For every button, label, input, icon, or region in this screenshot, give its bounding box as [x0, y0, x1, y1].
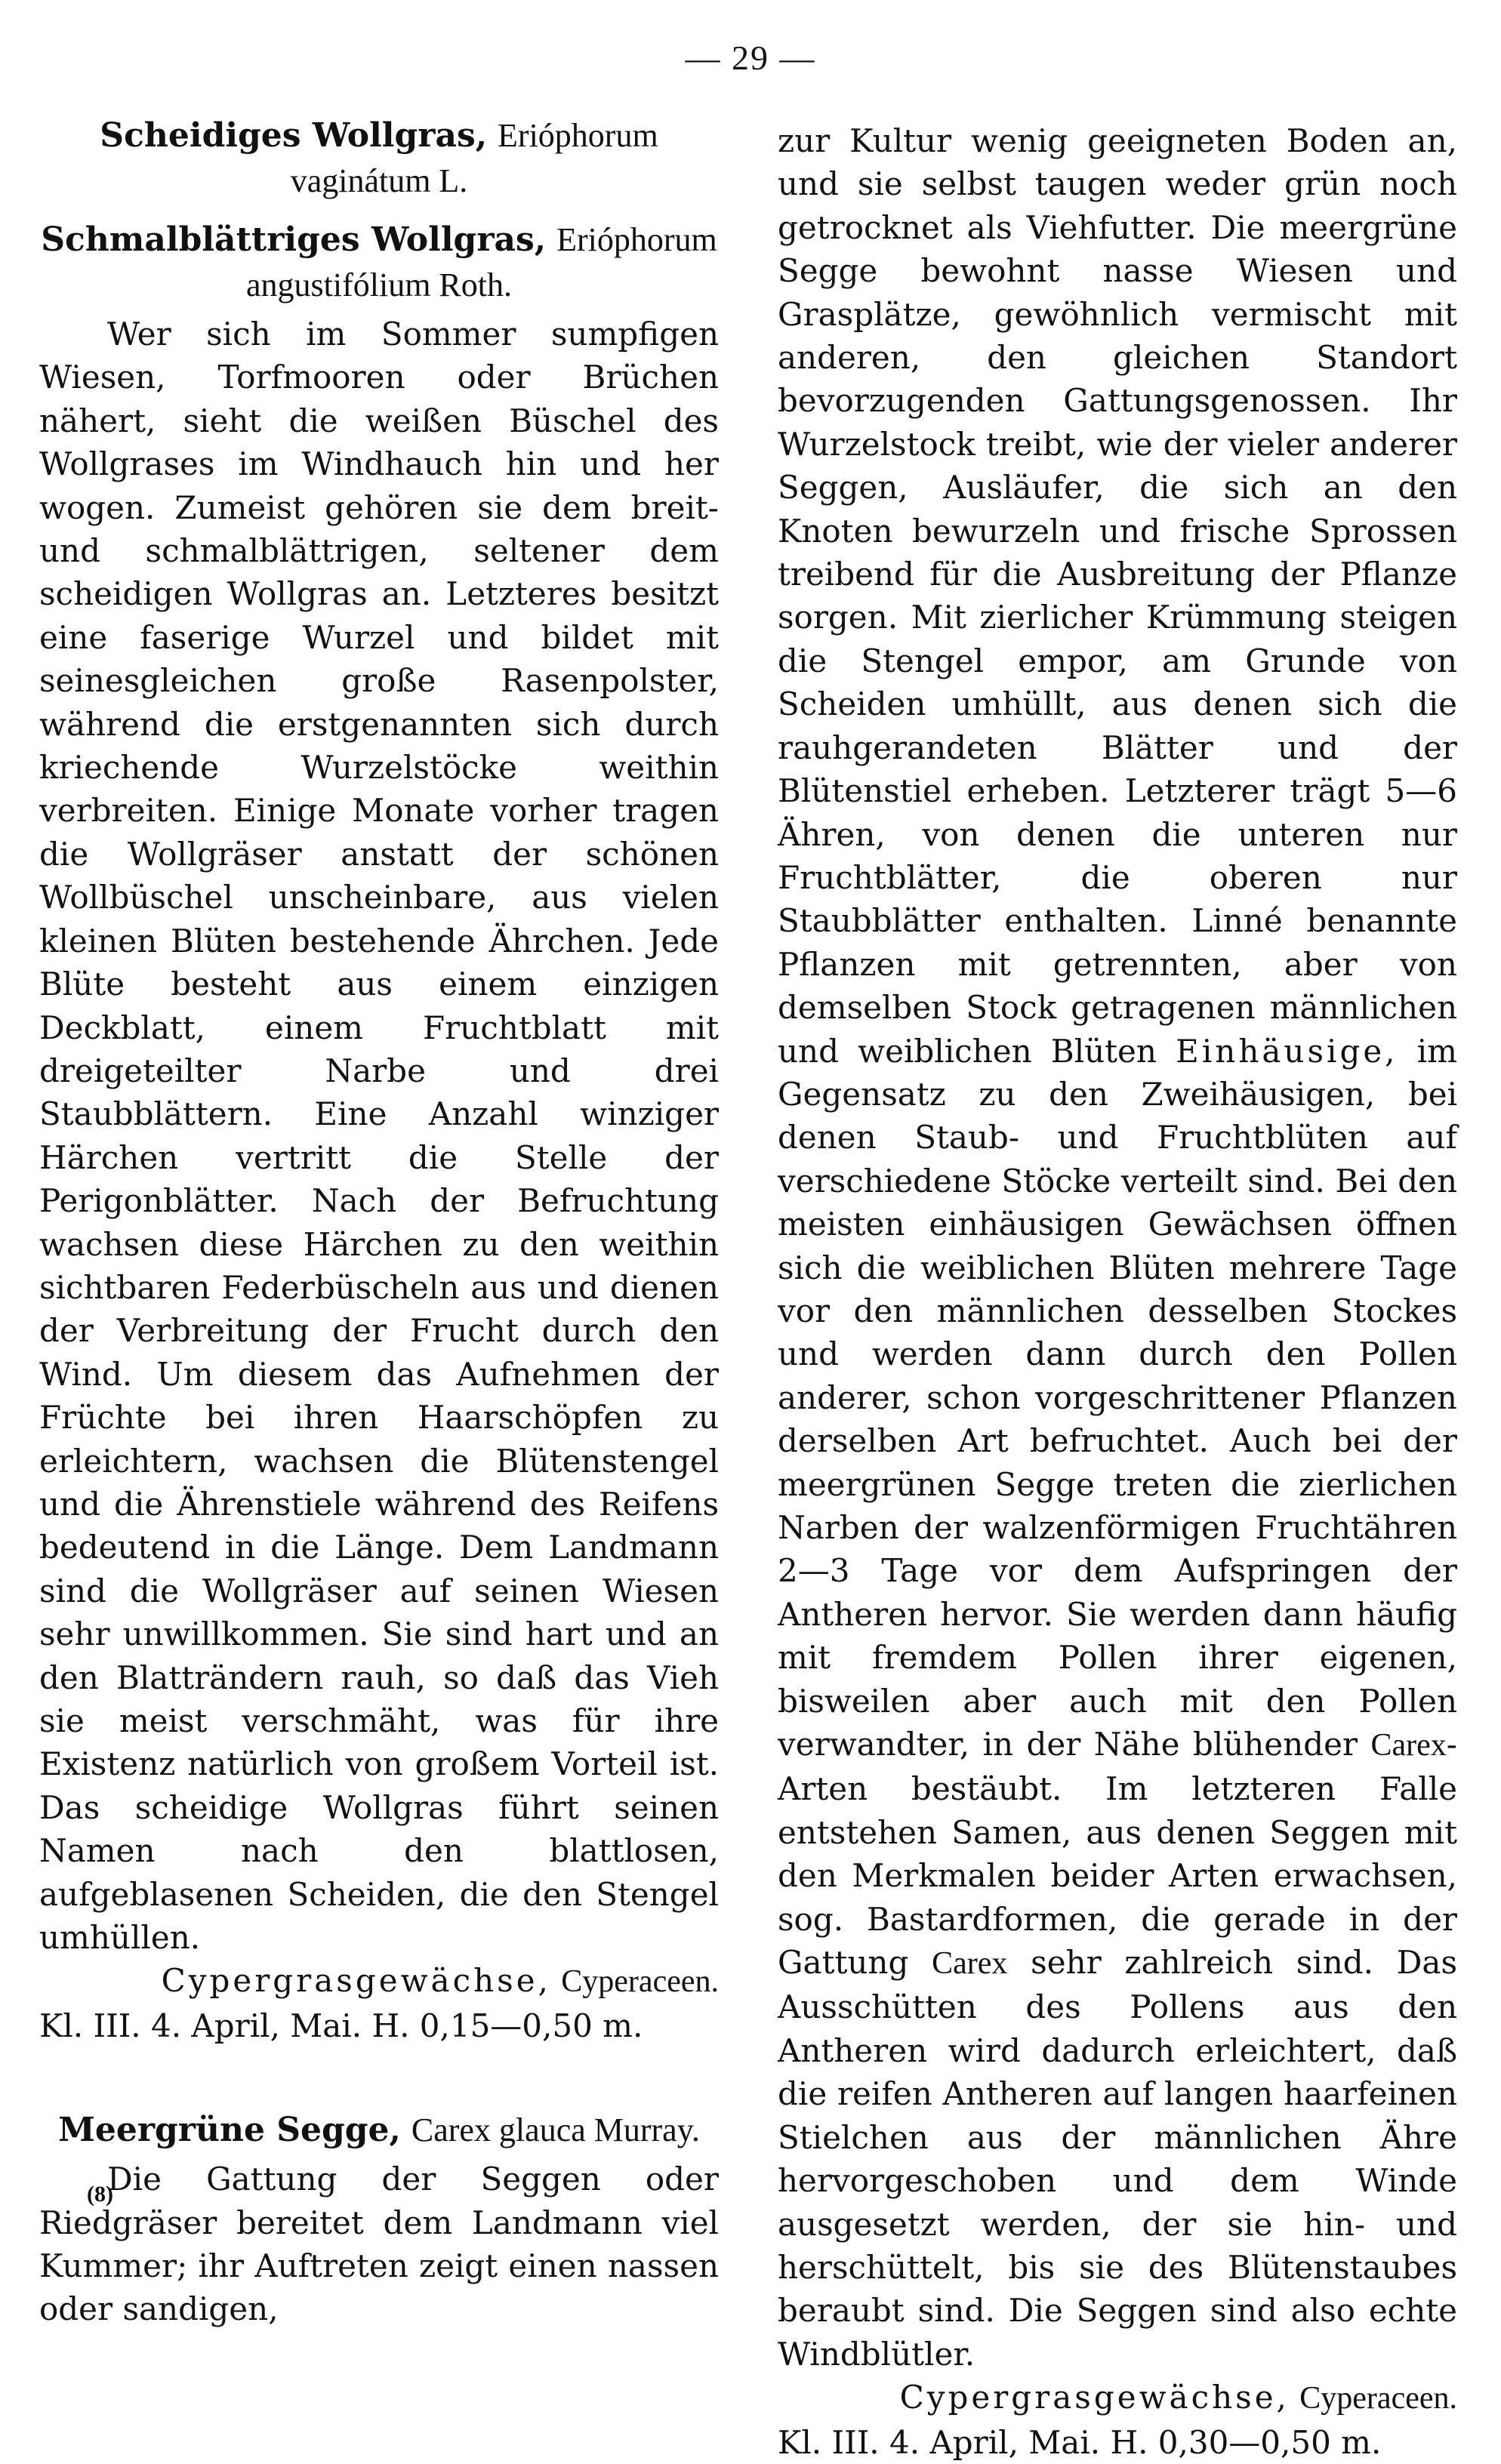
body-paragraph-segge-start: Die Gattung der Seggen oder Riedgräser bereitet dem Landmann viel Kummer; ihr Auftreten zeigt einen nassen oder sandigen, [39, 2161, 719, 2328]
classification-line: Kl. III. 4. April, Mai. H. 0,15—0,50 m. [39, 2007, 643, 2044]
body-paragraph-segge-continued [778, 119, 1457, 2376]
heading-latin-name: Erióphorum angustifólium Roth. [246, 221, 717, 303]
heading-german-name: Scheidiges Wollgras, [100, 116, 488, 155]
family-german: Cypergrasgewächse, [899, 2379, 1290, 2416]
heading-meergruene-segge [39, 2108, 719, 2153]
text-run: sehr zahlreich sind. Das Ausschütten des Pollens aus den Antheren wird dadurch erleichtert, daß die reifen Antheren auf langen haarfeinen Stielchen aus der männlichen Ähre hervorgeschoben und dem Winde ausgesetzt werden, der sie hin- und herschüttelt, bis sie des Blütenstaubes beraubt sind. Die Seggen sind also echte Windblütler. [778, 1944, 1458, 2373]
family-german: Cypergrasgewächse, [161, 1962, 551, 2000]
body-paragraph-wollgras: Wer sich im Sommer sumpfigen Wiesen, Torfmooren oder Brüchen nähert, sieht die weißen Büschel des Wollgrases im Windhauch hin und her wogen. Zumeist gehören sie dem breit- und schmalblättrigen, seltener dem scheidigen Wollgras an. Letzteres besitzt eine faserige Wurzel und bildet mit seinesgleichen große Rasenpolster, während die erstgenannten sich durch kriechende Wurzelstöcke weithin verbreiten. Einige Monate vorher tragen die Wollgräser anstatt der schönen Wollbüschel unscheinbare, aus vielen kleinen Blüten bestehende Ährchen. Jede Blüte besteht aus einem einzigen Deckblatt, einem Fruchtblatt mit dreigeteilter Narbe und drei Staubblättern. Eine Anzahl winziger Härchen vertritt die Stelle der Perigonblätter. Nach der Befruchtung wachsen diese Härchen zu den weithin sichtbaren Federbüscheln aus und dienen der Verbreitung der Frucht durch den Wind. Um diesem das Aufnehmen der Früchte bei ihren Haarschöpfen zu erleichtern, wachsen die Blütenstengel und die Ährenstiele während des Reifens bedeutend in die Länge. Dem Landmann sind die Wollgräser auf seinen Wiesen sehr unwillkommen. Sie sind hart und an den Blatträndern rauh, so daß das Vieh sie meist verschmäht, was für ihre Existenz natürlich von großem Vorteil ist. Das scheidige Wollgras führt seinen Namen nach den blattlosen, aufgeblasenen Scheiden, die den Stengel umhüllen. [39, 316, 719, 1957]
plant-family-line [778, 2376, 1457, 2420]
text-run: -Arten bestäubt. Im letzteren Falle entstehen Samen, aus denen Seggen mit den Merkmalen beider Arten erwachsen, sog. Bastardformen, die gerade in der Gattung [778, 1726, 1457, 1982]
heading-scheidiges-wollgras [39, 113, 719, 204]
text-run: zur Kultur wenig geeigneten Boden an, und sie selbst taugen weder grün noch getrocknet als Viehfutter. Die meergrüne Segge bewohnt nasse Wiesen und Grasplätze, gewöhnlich vermischt mit anderen, den gleichen Standort bevorzugenden Gattungsgenossen. Ihr Wurzelstock treibt, wie der vieler anderer Seggen, Ausläufer, die sich an den Knoten bewurzeln und frische Sprossen treibend für die Ausbreitung der Pflanze sorgen. Mit zierlicher Krümmung steigen die Stengel empor, am Grunde von Scheiden umhüllt, aus denen sich die rauhgerandeten Blätter und der Blütenstiel erheben. Letzterer trägt 5—6 Ähren, von denen die unteren nur Fruchtblätter, die oberen nur Staubblätter enthalten. Linné benannte Pflanzen mit getrennten, aber von demselben Stock getragenen männlichen und weiblichen Blüten [778, 122, 1457, 1070]
text-run: im Gegensatz zu den Zweihäusigen, bei denen Staub- und Fruchtblüten auf verschiedene Stöcke verteilt sind. Bei den meisten einhäusigen Gewächsen öffnen sich die weiblichen Blüten mehrere Tage vor den männlichen desselben Stockes und werden dann durch den Pollen anderer, schon vorgeschrittener Pflanzen derselben Art befruchtet. Auch bei der meergrünen Segge treten die zierlichen Narben der walzenförmigen Fruchtähren 2—3 Tage vor dem Aufspringen der Antheren hervor. Sie werden dann häufig mit fremdem Pollen ihrer eigenen, bisweilen aber auch mit den Pollen verwandter, in der Nähe blühender [778, 1032, 1457, 1763]
plant-family-line [39, 1959, 719, 2004]
latin-genus: Carex [932, 1946, 1008, 1982]
page-number: — 29 — [685, 38, 816, 77]
heading-latin-name: Carex glauca Murray. [411, 2111, 700, 2149]
right-column [778, 119, 1457, 2464]
latin-genus: Carex [1370, 1728, 1447, 1763]
heading-german-name: Meergrüne Segge, [58, 2111, 401, 2150]
heading-latin-name: Erióphorum vaginátum L. [290, 117, 658, 199]
heading-schmalblaettriges-wollgras [39, 217, 719, 308]
signature-mark: (8) [87, 2182, 113, 2207]
classification-line: Kl. III. 4. April, Mai. H. 0,30—0,50 m. [778, 2423, 1382, 2461]
term-einhaeusig: Einhäusige, [1176, 1032, 1398, 1070]
family-latin: Cyperaceen. [561, 1964, 719, 2000]
family-latin: Cyperaceen. [1299, 2381, 1457, 2416]
left-column [39, 113, 719, 2331]
heading-german-name: Schmalblättriges Wollgras, [41, 220, 547, 259]
